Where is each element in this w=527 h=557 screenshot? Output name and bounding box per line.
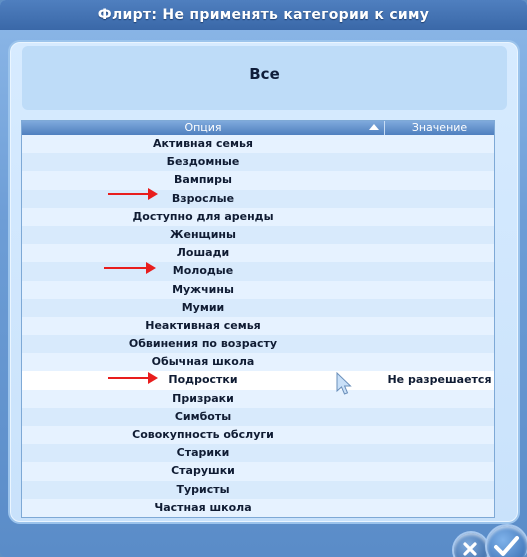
row-option: Старики: [176, 446, 230, 460]
row-option: Лошади: [176, 246, 230, 260]
row-option: Совокупность обслуги: [132, 428, 274, 441]
row-option: Призраки: [172, 391, 234, 405]
row-option: Вампиры: [174, 173, 232, 187]
sort-ascending-icon[interactable]: [369, 124, 379, 130]
table-row[interactable]: [22, 353, 494, 371]
table-row[interactable]: [22, 281, 494, 299]
close-icon: [454, 533, 488, 557]
row-option: Молодые: [172, 264, 234, 278]
table-row[interactable]: [22, 499, 494, 517]
mouse-pointer-icon: [335, 372, 353, 396]
table-row[interactable]: [22, 244, 494, 262]
row-option: Туристы: [176, 482, 230, 496]
ok-button[interactable]: [487, 526, 527, 557]
heading-box: [22, 46, 507, 110]
row-option: Мумии: [181, 300, 225, 314]
table-row[interactable]: [22, 317, 494, 335]
annotation-arrow-icon: [104, 267, 150, 269]
table-row[interactable]: [22, 390, 494, 408]
row-option: Бездомные: [166, 155, 240, 169]
options-table: [21, 120, 495, 518]
row-option: Старушки: [171, 464, 235, 478]
row-option: Неактивная семья: [145, 318, 261, 332]
table-row[interactable]: [22, 208, 494, 226]
row-option: Мужчины: [172, 282, 234, 296]
table-row[interactable]: [22, 408, 494, 426]
row-option: Симботы: [174, 409, 232, 423]
row-value: Не разрешается: [387, 373, 492, 387]
column-header-option[interactable]: [22, 121, 385, 135]
row-option: Женщины: [170, 227, 236, 241]
table-row[interactable]: [22, 444, 494, 462]
table-header: [22, 121, 494, 135]
cancel-button[interactable]: [454, 533, 488, 557]
table-row[interactable]: [22, 462, 494, 480]
table-row[interactable]: [22, 262, 494, 280]
panel-heading: Все: [249, 65, 280, 83]
table-row[interactable]: [22, 153, 494, 171]
row-option: Активная семья: [153, 137, 253, 150]
table-row[interactable]: [22, 190, 494, 208]
table-row[interactable]: [22, 226, 494, 244]
column-header-value[interactable]: [385, 121, 494, 135]
row-option: Подростки: [168, 373, 238, 387]
table-row[interactable]: [22, 426, 494, 444]
row-option: Обычная школа: [151, 355, 255, 369]
table-row[interactable]: [22, 299, 494, 317]
row-option: Частная школа: [154, 500, 252, 514]
window-title: Флирт: Не применять категории к симу: [0, 0, 527, 30]
table-row[interactable]: [22, 335, 494, 353]
main-panel: [8, 40, 520, 524]
table-row[interactable]: [22, 135, 494, 153]
column-header-value-label: Значение: [411, 121, 468, 134]
table-row[interactable]: [22, 481, 494, 499]
annotation-arrow-icon: [108, 193, 152, 195]
checkmark-icon: [487, 526, 527, 557]
row-option: Взрослые: [171, 191, 235, 205]
row-option: Обвинения по возрасту: [128, 337, 278, 351]
annotation-arrow-icon: [108, 377, 152, 379]
column-header-option-label: Опция: [184, 121, 222, 134]
table-row-selected[interactable]: [22, 371, 494, 389]
row-option: Доступно для аренды: [132, 209, 274, 223]
table-row[interactable]: [22, 171, 494, 189]
table-body: [22, 135, 494, 517]
